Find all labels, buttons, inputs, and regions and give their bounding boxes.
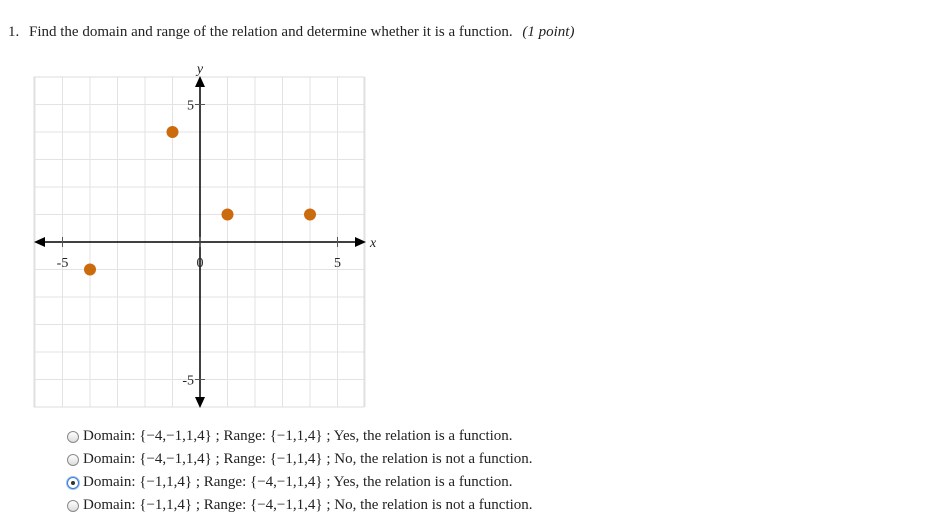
answer-option-text: Domain: {−1,1,4} ; Range: {−4,−1,1,4} ; Yes, the relation is a function.	[83, 474, 513, 490]
radio-button[interactable]	[67, 454, 79, 466]
radio-button[interactable]	[67, 431, 79, 443]
y-tick-label: -5	[182, 373, 194, 389]
radio-button[interactable]	[67, 500, 79, 512]
question-prompt	[8, 24, 574, 41]
data-point	[167, 126, 179, 138]
answer-option-text: Domain: {−4,−1,1,4} ; Range: {−1,1,4} ; Yes, the relation is a function.	[83, 428, 513, 444]
x-tick-label: 5	[334, 256, 341, 271]
answer-option-2[interactable]	[67, 448, 533, 471]
y-tick-label: 5	[187, 98, 194, 114]
data-point	[84, 264, 96, 276]
radio-button[interactable]	[67, 477, 79, 489]
coordinate-plane-chart	[30, 62, 380, 412]
question-text: Find the domain and range of the relation and determine whether it is a function.	[29, 24, 513, 40]
y-axis-down-arrow	[195, 397, 205, 408]
y-axis-label: y	[196, 62, 204, 77]
answer-option-text: Domain: {−1,1,4} ; Range: {−4,−1,1,4} ; No, the relation is not a function.	[83, 497, 533, 513]
answer-option-text: Domain: {−4,−1,1,4} ; Range: {−1,1,4} ; No, the relation is not a function.	[83, 451, 533, 467]
question-number: 1.	[8, 24, 20, 40]
answer-option-3[interactable]	[67, 471, 533, 494]
x-axis-left-arrow	[34, 237, 45, 247]
answer-options	[67, 425, 533, 517]
data-point	[304, 209, 316, 221]
answer-option-1[interactable]	[67, 425, 533, 448]
y-axis-up-arrow	[195, 76, 205, 87]
x-tick-label: 0	[196, 256, 204, 271]
x-axis-label: x	[370, 236, 377, 251]
question-points: (1 point)	[522, 24, 575, 40]
data-point	[222, 209, 234, 221]
x-tick-label: -5	[56, 256, 69, 271]
answer-option-4[interactable]	[67, 494, 533, 517]
